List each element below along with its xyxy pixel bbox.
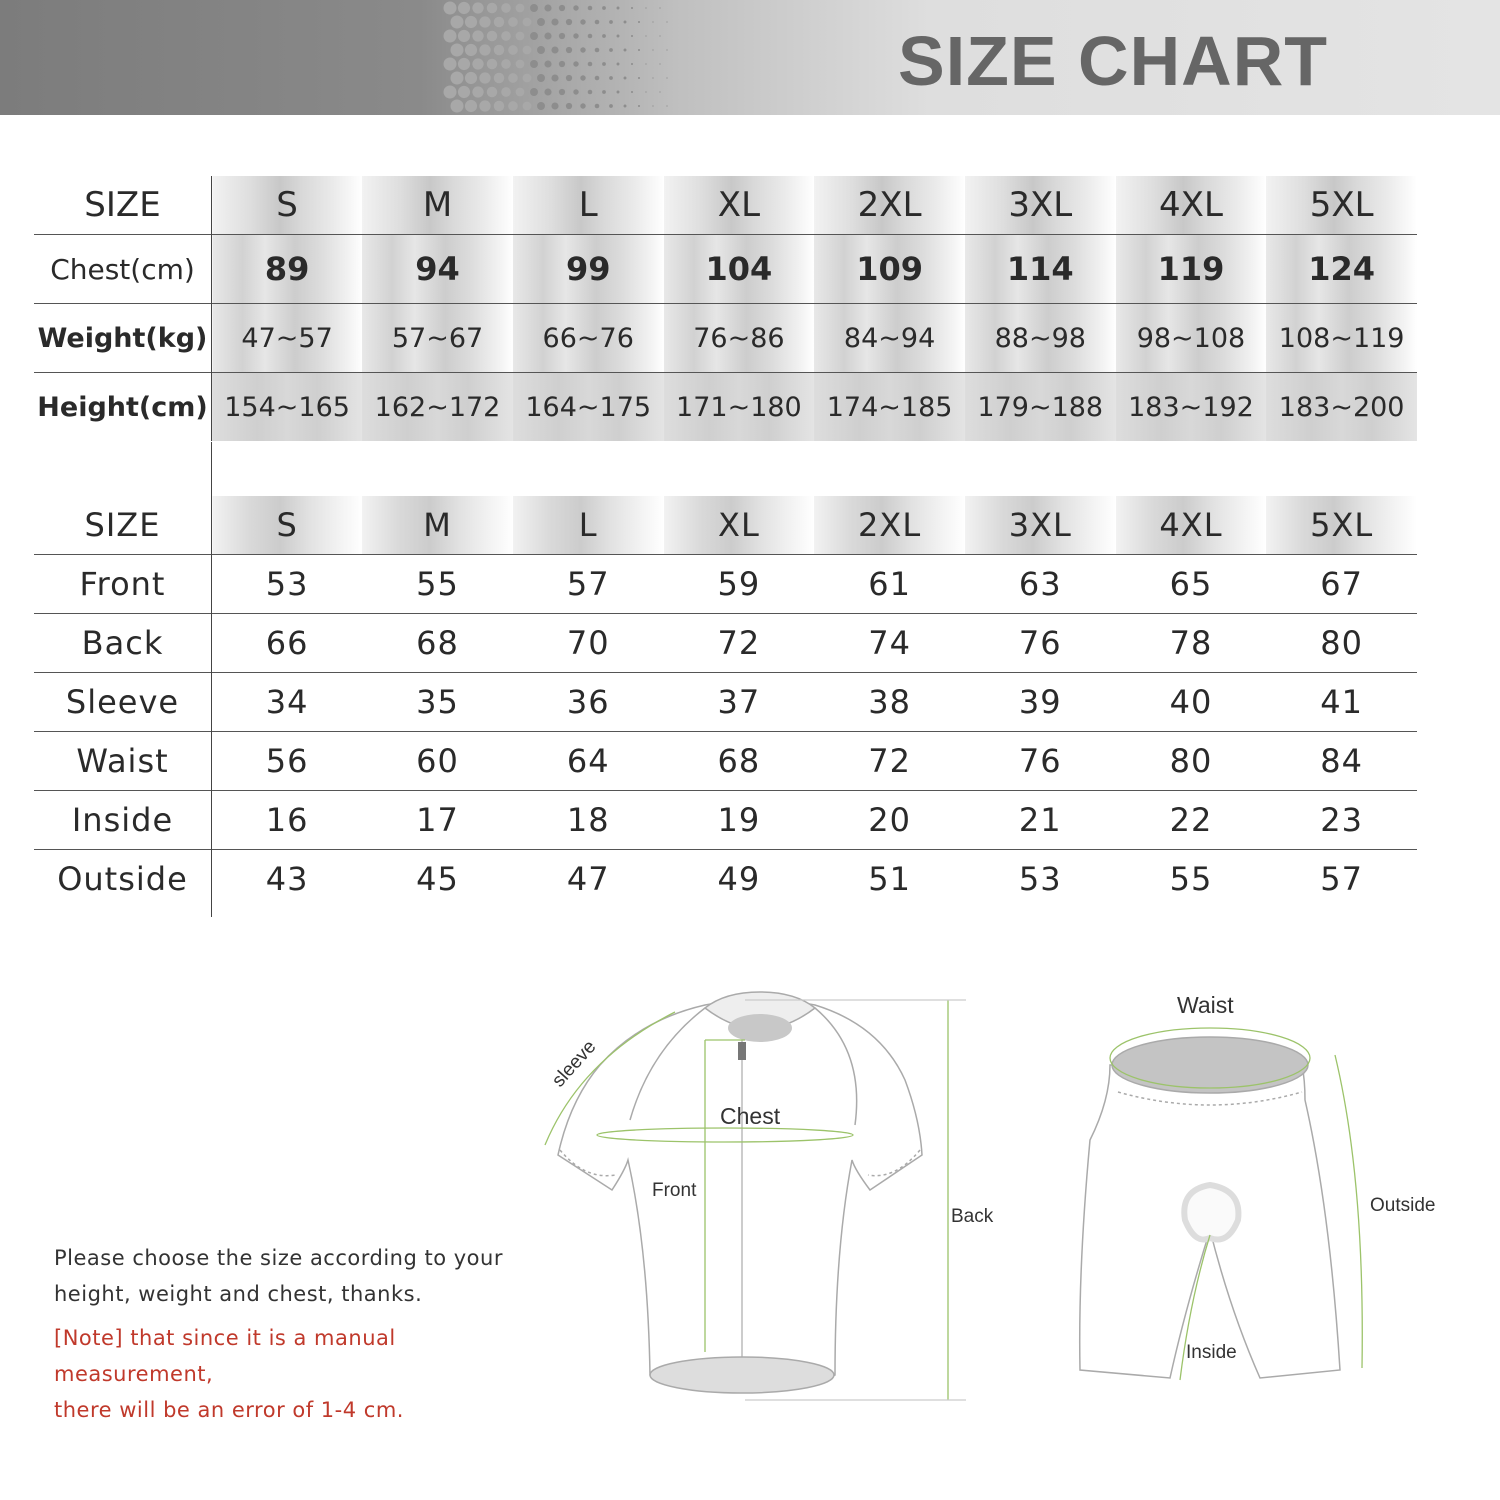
- row-label: Sleeve: [34, 673, 212, 732]
- garment-measurement-diagram: [530, 980, 1470, 1420]
- table-cell: 39: [965, 673, 1116, 732]
- halftone-dot: [659, 91, 660, 92]
- size-guidance-note: [54, 1240, 554, 1312]
- table-cell: 70: [513, 614, 664, 673]
- halftone-dot: [501, 59, 511, 69]
- halftone-dot: [444, 30, 457, 43]
- halftone-dot: [523, 102, 532, 111]
- table-cell: 57~67: [362, 304, 513, 373]
- sleeve-label: sleeve: [548, 1036, 601, 1092]
- halftone-dot: [451, 100, 464, 113]
- table-row-chest: [34, 235, 1417, 304]
- halftone-dot: [580, 19, 585, 24]
- halftone-dot: [566, 75, 572, 81]
- halftone-dot: [479, 72, 490, 83]
- halftone-dot: [508, 101, 518, 111]
- table-cell: 78: [1116, 614, 1267, 673]
- table-cell: 164~175: [513, 373, 664, 442]
- halftone-dot: [487, 31, 497, 41]
- table-cell: 154~165: [212, 373, 363, 442]
- table-cell: 36: [513, 673, 664, 732]
- halftone-dot: [580, 103, 585, 108]
- table-cell: 104: [664, 235, 815, 304]
- halftone-dot: [595, 104, 600, 109]
- table-cell: 68: [362, 614, 513, 673]
- table-cell: 99: [513, 235, 664, 304]
- halftone-dot: [624, 49, 627, 52]
- halftone-dot: [458, 2, 470, 14]
- halftone-dot: [537, 102, 545, 110]
- table-row-sleeve: [34, 673, 1417, 732]
- table-cell: 114: [965, 235, 1116, 304]
- halftone-dot: [559, 61, 565, 67]
- table-cell: 40: [1116, 673, 1267, 732]
- halftone-dot: [645, 35, 646, 36]
- halftone-dot: [516, 4, 525, 13]
- halftone-dot: [494, 17, 504, 27]
- halftone-dot: [487, 59, 497, 69]
- halftone-dot: [602, 62, 606, 66]
- halftone-dot: [508, 17, 518, 27]
- table-cell: 23: [1266, 791, 1417, 850]
- halftone-dot: [645, 91, 646, 92]
- halftone-dot: [609, 20, 613, 24]
- halftone-dot: [559, 33, 565, 39]
- halftone-dot: [573, 5, 578, 10]
- table-cell: 76: [965, 732, 1116, 791]
- halftone-dot: [516, 60, 525, 69]
- table-cell: 88~98: [965, 304, 1116, 373]
- table-cell: 183~200: [1266, 373, 1417, 442]
- halftone-dot: [602, 6, 606, 10]
- halftone-dot: [465, 72, 477, 84]
- table-cell: 17: [362, 791, 513, 850]
- halftone-dot: [530, 88, 538, 96]
- halftone-dot: [501, 3, 511, 13]
- halftone-dot: [551, 46, 558, 53]
- row-label: Chest(cm): [34, 235, 212, 304]
- table-cell: 109: [814, 235, 965, 304]
- row-label: Front: [34, 555, 212, 614]
- halftone-dot: [617, 63, 620, 66]
- halftone-dot: [645, 63, 646, 64]
- halftone-dot: [652, 21, 653, 22]
- halftone-dot: [530, 4, 538, 12]
- table-cell: 66~76: [513, 304, 664, 373]
- halftone-dot: [617, 91, 620, 94]
- halftone-dot: [652, 49, 653, 50]
- halftone-dot: [573, 61, 578, 66]
- halftone-dot: [566, 19, 572, 25]
- table-cell: 45: [362, 850, 513, 909]
- halftone-dot: [494, 45, 504, 55]
- row-label: Outside: [34, 850, 212, 909]
- halftone-dot: [659, 35, 660, 36]
- outside-label: Outside: [1370, 1195, 1436, 1216]
- table-cell: 174~185: [814, 373, 965, 442]
- table-cell: 16: [212, 791, 363, 850]
- size-header-cell: 5XL: [1266, 176, 1417, 235]
- halftone-dot: [451, 72, 464, 85]
- halftone-dot: [501, 87, 511, 97]
- inside-label: Inside: [1186, 1342, 1237, 1363]
- size-header-cell: 4XL: [1116, 496, 1267, 555]
- size-header-cell: 3XL: [965, 496, 1116, 555]
- halftone-dot: [659, 7, 660, 8]
- halftone-dot: [652, 77, 653, 78]
- halftone-dot: [666, 21, 667, 22]
- waist-label: Waist: [1177, 992, 1234, 1018]
- halftone-dot: [559, 5, 565, 11]
- measurement-error-note: [54, 1320, 554, 1428]
- zipper-pull: [738, 1042, 746, 1060]
- halftone-dot: [551, 74, 558, 81]
- table-cell: 72: [814, 732, 965, 791]
- back-label: Back: [951, 1206, 994, 1227]
- halftone-dot: [472, 58, 483, 69]
- halftone-dot: [631, 7, 633, 9]
- garment-measurement-table: [34, 496, 1417, 908]
- table-header-row: [34, 496, 1417, 555]
- halftone-dot: [479, 100, 490, 111]
- table-cell: 43: [212, 850, 363, 909]
- column-divider: [211, 442, 212, 498]
- table-row-inside: [34, 791, 1417, 850]
- table-cell: 63: [965, 555, 1116, 614]
- halftone-dot: [551, 102, 558, 109]
- halftone-dot: [523, 46, 532, 55]
- size-header-cell: 5XL: [1266, 496, 1417, 555]
- halftone-dot: [588, 34, 593, 39]
- table-cell: 37: [664, 673, 815, 732]
- column-divider: [211, 880, 212, 917]
- table-cell: 57: [1266, 850, 1417, 909]
- halftone-dot: [530, 60, 538, 68]
- table-cell: 89: [212, 235, 363, 304]
- halftone-dot: [638, 105, 640, 107]
- table-cell: 98~108: [1116, 304, 1267, 373]
- collar-inner: [728, 1014, 792, 1042]
- size-header-cell: S: [212, 176, 363, 235]
- size-header-cell: S: [212, 496, 363, 555]
- halftone-dot: [458, 30, 470, 42]
- halftone-dot: [638, 49, 640, 51]
- table-cell: 80: [1266, 614, 1417, 673]
- halftone-dot: [631, 35, 633, 37]
- halftone-dot: [580, 47, 585, 52]
- table-cell: 68: [664, 732, 815, 791]
- halftone-dot: [465, 100, 477, 112]
- table-cell: 183~192: [1116, 373, 1267, 442]
- header-banner: [0, 0, 1500, 115]
- halftone-dot: [479, 44, 490, 55]
- table-cell: 59: [664, 555, 815, 614]
- halftone-dot: [444, 2, 457, 15]
- table-cell: 56: [212, 732, 363, 791]
- halftone-dot: [472, 2, 483, 13]
- size-header-cell: L: [513, 176, 664, 235]
- size-header-cell: M: [362, 496, 513, 555]
- halftone-dot: [523, 18, 532, 27]
- halftone-dot: [479, 16, 490, 27]
- chamois-pad: [1184, 1185, 1238, 1240]
- table-cell: 18: [513, 791, 664, 850]
- halftone-dot: [451, 44, 464, 57]
- table-cell: 124: [1266, 235, 1417, 304]
- table-cell: 38: [814, 673, 965, 732]
- table-cell: 84~94: [814, 304, 965, 373]
- halftone-dot: [602, 34, 606, 38]
- halftone-dot: [559, 89, 565, 95]
- table-row-waist: [34, 732, 1417, 791]
- table-cell: 47~57: [212, 304, 363, 373]
- table-cell: 66: [212, 614, 363, 673]
- note-line: height, weight and chest, thanks.: [54, 1282, 423, 1306]
- halftone-dot: [645, 7, 646, 8]
- size-header-cell: 3XL: [965, 176, 1116, 235]
- halftone-dot: [588, 6, 593, 11]
- halftone-dot: [666, 105, 667, 106]
- halftone-dot: [566, 103, 572, 109]
- table-row-back: [34, 614, 1417, 673]
- halftone-dot: [537, 74, 545, 82]
- halftone-dot: [588, 62, 593, 67]
- halftone-dot: [472, 30, 483, 41]
- halftone-dot: [631, 63, 633, 65]
- row-label: Back: [34, 614, 212, 673]
- row-label: Height(cm): [34, 373, 212, 442]
- table-cell: 21: [965, 791, 1116, 850]
- halftone-dot: [544, 4, 551, 11]
- table-row-weight: [34, 304, 1417, 373]
- halftone-dot: [494, 73, 504, 83]
- table-cell: 162~172: [362, 373, 513, 442]
- table-cell: 51: [814, 850, 965, 909]
- size-header-cell: 2XL: [814, 496, 965, 555]
- halftone-dot: [573, 89, 578, 94]
- table-cell: 53: [212, 555, 363, 614]
- table-row-outside: [34, 850, 1417, 909]
- halftone-dot: [444, 58, 457, 71]
- halftone-dot: [508, 45, 518, 55]
- halftone-dot: [516, 88, 525, 97]
- size-header-cell: M: [362, 176, 513, 235]
- size-header-cell: L: [513, 496, 664, 555]
- halftone-dot: [624, 105, 627, 108]
- halftone-dot: [631, 91, 633, 93]
- halftone-dot: [544, 32, 551, 39]
- table-cell: 55: [1116, 850, 1267, 909]
- halftone-dot: [666, 77, 667, 78]
- table-cell: 108~119: [1266, 304, 1417, 373]
- halftone-dot: [444, 86, 457, 99]
- table-cell: 179~188: [965, 373, 1116, 442]
- row-label: Weight(kg): [34, 304, 212, 373]
- halftone-dot: [530, 32, 538, 40]
- halftone-dot: [516, 32, 525, 41]
- page-title: SIZE CHART: [898, 22, 1328, 100]
- halftone-dot: [551, 18, 558, 25]
- halftone-dot: [638, 77, 640, 79]
- table-cell: 64: [513, 732, 664, 791]
- table-cell: 74: [814, 614, 965, 673]
- halftone-dot: [487, 87, 497, 97]
- halftone-dot: [624, 21, 627, 24]
- halftone-dot: [458, 86, 470, 98]
- table-cell: 47: [513, 850, 664, 909]
- halftone-dot: [617, 7, 620, 10]
- halftone-dot: [573, 33, 578, 38]
- halftone-dot: [508, 73, 518, 83]
- table-cell: 20: [814, 791, 965, 850]
- table-cell: 57: [513, 555, 664, 614]
- halftone-dot: [465, 16, 477, 28]
- halftone-dot: [652, 105, 653, 106]
- halftone-dot: [609, 76, 613, 80]
- table-row-front: [34, 555, 1417, 614]
- front-label: Front: [652, 1180, 697, 1201]
- halftone-dot: [566, 47, 572, 53]
- size-header-cell: 2XL: [814, 176, 965, 235]
- table-cell: 34: [212, 673, 363, 732]
- halftone-dot: [451, 16, 464, 29]
- waistband: [1112, 1037, 1308, 1093]
- table-cell: 67: [1266, 555, 1417, 614]
- halftone-dot: [609, 48, 613, 52]
- table-cell: 119: [1116, 235, 1267, 304]
- halftone-dot: [472, 86, 483, 97]
- table-cell: 65: [1116, 555, 1267, 614]
- table-row-height: [34, 373, 1417, 442]
- halftone-dot: [537, 46, 545, 54]
- chest-label: Chest: [720, 1103, 781, 1129]
- halftone-dot: [666, 49, 667, 50]
- table-cell: 35: [362, 673, 513, 732]
- halftone-dot: [659, 63, 660, 64]
- halftone-dot: [602, 90, 606, 94]
- halftone-dot: [458, 58, 470, 70]
- size-header-label: SIZE: [34, 176, 212, 235]
- table-header-row: [34, 176, 1417, 235]
- jersey-hem: [650, 1357, 834, 1393]
- halftone-dot: [523, 74, 532, 83]
- table-cell: 94: [362, 235, 513, 304]
- halftone-dot: [494, 101, 504, 111]
- halftone-dot: [617, 35, 620, 38]
- table-cell: 72: [664, 614, 815, 673]
- row-label: Waist: [34, 732, 212, 791]
- size-header-cell: XL: [664, 176, 815, 235]
- table-cell: 55: [362, 555, 513, 614]
- note-line: Please choose the size according to your: [54, 1246, 503, 1270]
- table-cell: 171~180: [664, 373, 815, 442]
- table-cell: 53: [965, 850, 1116, 909]
- table-cell: 49: [664, 850, 815, 909]
- halftone-dot: [595, 48, 600, 53]
- body-size-table: [34, 176, 1417, 441]
- table-cell: 41: [1266, 673, 1417, 732]
- halftone-dots-decoration: [440, 0, 700, 115]
- halftone-dot: [544, 88, 551, 95]
- table-cell: 61: [814, 555, 965, 614]
- table-cell: 80: [1116, 732, 1267, 791]
- halftone-dot: [487, 3, 497, 13]
- size-header-cell: 4XL: [1116, 176, 1267, 235]
- halftone-dot: [501, 31, 511, 41]
- table-cell: 22: [1116, 791, 1267, 850]
- table-cell: 76~86: [664, 304, 815, 373]
- jersey-outline: [558, 1003, 922, 1388]
- table-cell: 84: [1266, 732, 1417, 791]
- halftone-dot: [588, 90, 593, 95]
- halftone-dot: [580, 75, 585, 80]
- row-label: Inside: [34, 791, 212, 850]
- size-header-cell: XL: [664, 496, 815, 555]
- note-line: there will be an error of 1-4 cm.: [54, 1398, 404, 1422]
- halftone-dot: [595, 76, 600, 81]
- table-cell: 60: [362, 732, 513, 791]
- halftone-dot: [544, 60, 551, 67]
- note-line: [Note] that since it is a manual measurement,: [54, 1326, 396, 1386]
- outside-measure-line: [1335, 1055, 1362, 1368]
- halftone-dot: [595, 20, 600, 25]
- halftone-dot: [624, 77, 627, 80]
- halftone-dot: [638, 21, 640, 23]
- table-cell: 19: [664, 791, 815, 850]
- halftone-dot: [609, 104, 613, 108]
- halftone-dot: [537, 18, 545, 26]
- table-cell: 76: [965, 614, 1116, 673]
- size-header-label: SIZE: [34, 496, 212, 555]
- halftone-dot: [465, 44, 477, 56]
